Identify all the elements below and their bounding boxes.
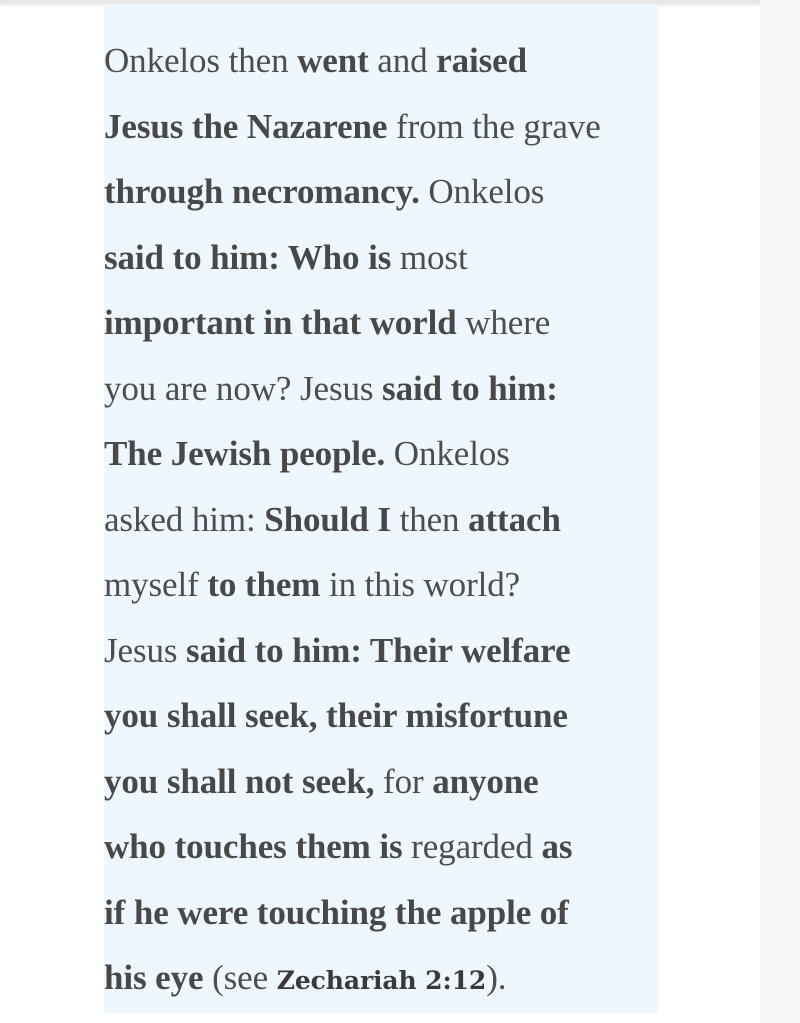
highlighted-passage [104,4,658,1013]
commentary-segment: Jesus [104,630,187,670]
translation-bold-segment: who touches them is [104,827,403,866]
passage-line [104,618,658,684]
translation-bold-segment: said to him: Who is [104,237,392,277]
translation-bold-segment: you shall seek, their misfortune [104,696,568,735]
passage-line [104,421,658,487]
commentary-segment: Onkelos then [104,41,298,80]
commentary-segment: asked him: [104,499,265,539]
translation-bold-segment: through necromancy. [104,172,420,211]
translation-bold-segment: as [541,827,573,866]
passage-line [104,487,658,553]
translation-bold-segment: said to him: [382,368,558,408]
passage-line [104,225,658,291]
scripture-reference-link[interactable]: Zechariah 2:12 [276,966,487,995]
translation-bold-segment: important in that world [104,303,457,342]
commentary-segment: where [456,303,551,342]
passage-line [104,552,658,618]
passage-line [104,749,658,815]
translation-bold-segment: said to him: Their welfare [186,630,571,670]
passage-line [104,28,658,94]
header-shadow [0,0,760,3]
translation-bold-segment: attach [468,499,561,539]
passage-line [104,945,658,1014]
commentary-segment: you are now? Jesus [104,368,383,408]
translation-bold-segment: raised [436,41,527,80]
commentary-segment: Onkelos [385,434,510,473]
commentary-segment: Onkelos [419,172,545,211]
translation-bold-segment: went [297,41,369,80]
translation-bold-segment: anyone [432,761,539,801]
commentary-segment: in this world? [320,565,521,604]
passage-line [104,94,658,160]
translation-bold-segment: Should I [264,499,391,539]
commentary-segment: and [368,41,437,80]
commentary-segment: ). [486,958,507,997]
commentary-segment: from the grave [387,106,601,146]
commentary-segment: for [374,761,433,801]
commentary-segment: then [390,499,469,539]
translation-bold-segment: Jesus the Nazarene [104,106,388,146]
translation-bold-segment: you shall not seek, [104,761,375,801]
passage-line [104,880,658,946]
page-margin-strip [760,0,800,1023]
passage-line [104,683,658,749]
passage-line [104,814,658,880]
translation-bold-segment: if he were touching the apple of [104,892,569,932]
passage-text [104,4,658,1014]
commentary-segment: myself [104,565,208,604]
passage-line [104,159,658,225]
commentary-segment: most [391,237,468,277]
translation-bold-segment: The Jewish people. [104,434,386,473]
passage-line [104,290,658,356]
passage-line [104,356,658,422]
translation-bold-segment: his eye [104,958,204,997]
commentary-segment: regarded [402,827,542,866]
translation-bold-segment: to them [207,565,321,604]
commentary-segment: (see [203,958,277,997]
